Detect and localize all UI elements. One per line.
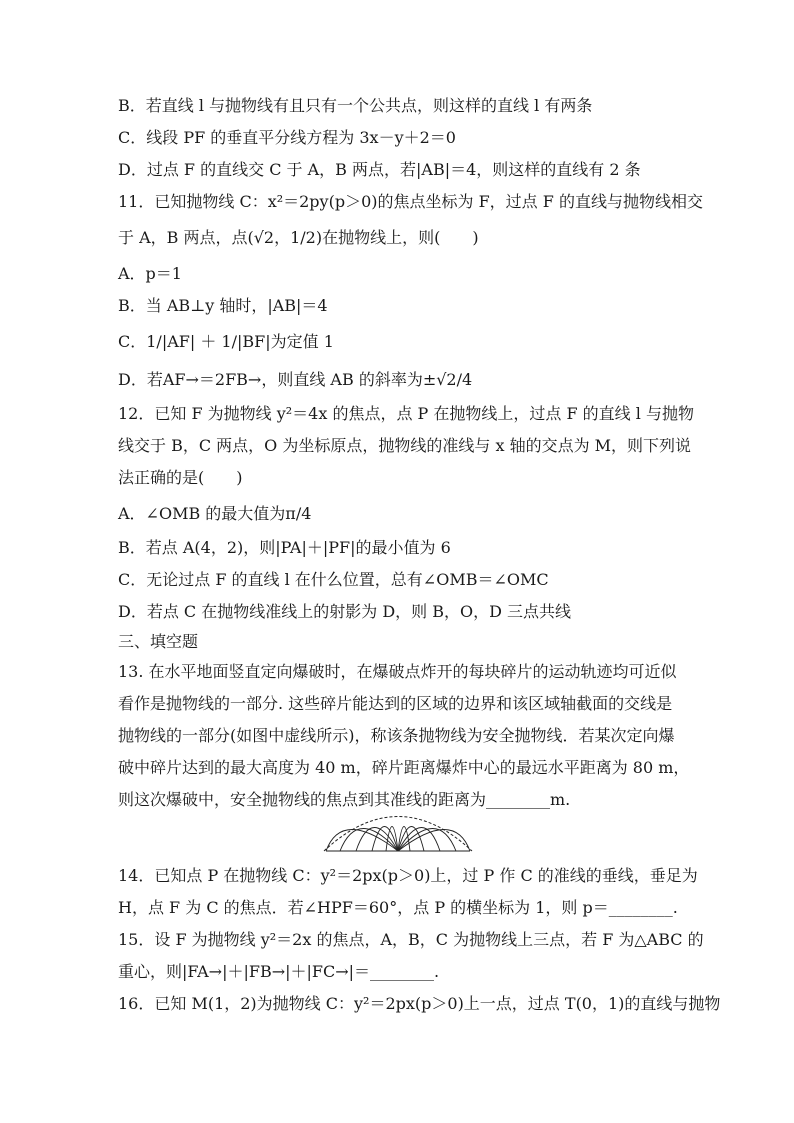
q12-option-c: C．无论过点 F 的直线 l 在什么位置，总有∠OMB＝∠OMC — [118, 570, 549, 589]
q15-stem-line1: 15．设 F 为抛物线 y²＝2x 的焦点，A，B，C 为抛物线上三点，若 F 为△ABC 的 — [118, 930, 704, 949]
q11-stem-line1: 11．已知抛物线 C：x²＝2py(p＞0)的焦点坐标为 F，过点 F 的直线与抛物线相交 — [118, 192, 703, 211]
q10-option-d: D．过点 F 的直线交 C 于 A，B 两点，若|AB|＝4，则这样的直线有 2 条 — [118, 160, 641, 179]
q13-stem-line1: 13. 在水平地面竖直定向爆破时，在爆破点炸开的每块碎片的运动轨迹均可近似 — [118, 662, 677, 681]
q10-option-c: C．线段 PF 的垂直平分线方程为 3x－y＋2＝0 — [118, 128, 456, 147]
q11-option-b: B．当 AB⊥y 轴时，|AB|＝4 — [118, 296, 328, 315]
q14-stem-line1: 14．已知点 P 在抛物线 C：y²＝2px(p＞0)上，过 P 作 C 的准线的垂线，垂足为 — [118, 866, 698, 885]
q12-stem-line2: 线交于 B，C 两点，O 为坐标原点，抛物线的准线与 x 轴的交点为 M，则下列说 — [118, 436, 692, 455]
q11-option-c: C．1/|AF| ＋ 1/|BF|为定值 1 — [118, 332, 334, 351]
q13-stem-line3: 抛物线的一部分(如图中虚线所示)，称该条抛物线为安全抛物线．若某次定向爆 — [118, 726, 675, 745]
q11-option-a: A．p＝1 — [118, 264, 182, 283]
q14-stem-line2: H，点 F 为 C 的焦点．若∠HPF＝60°，点 P 的横坐标为 1，则 p＝________. — [118, 898, 678, 917]
q16-stem-line1: 16．已知 M(1，2)为抛物线 C：y²＝2px(p＞0)上一点，过点 T(0，1)的直线与抛物 — [118, 994, 721, 1013]
q12-option-b: B．若点 A(4，2)，则|PA|＋|PF|的最小值为 6 — [118, 538, 451, 557]
safety-parabola-svg — [322, 814, 474, 854]
q12-stem-line3: 法正确的是( ) — [118, 468, 243, 487]
section-heading-fill-in: 三、填空题 — [118, 632, 199, 651]
q12-option-d: D．若点 C 在抛物线准线上的射影为 D，则 B，O，D 三点共线 — [118, 602, 572, 621]
q13-stem-line5: 则这次爆破中，安全抛物线的焦点到其准线的距离为________m. — [118, 790, 571, 809]
safety-parabola-diagram — [322, 814, 474, 854]
q11-stem-line2: 于 A，B 两点，点(√2，1/2)在抛物线上，则( ) — [118, 228, 479, 247]
q10-option-b: B．若直线 l 与抛物线有且只有一个公共点，则这样的直线 l 有两条 — [118, 96, 593, 115]
q15-stem-line2: 重心，则|FA→|＋|FB→|＋|FC→|＝________. — [118, 962, 440, 981]
q12-option-a: A．∠OMB 的最大值为π/4 — [118, 504, 312, 523]
q13-stem-line2: 看作是抛物线的一部分. 这些碎片能达到的区域的边界和该区域轴截面的交线是 — [118, 694, 673, 713]
q12-stem-line1: 12．已知 F 为抛物线 y²＝4x 的焦点，点 P 在抛物线上，过点 F 的直线 l 与抛物 — [118, 404, 694, 423]
q11-option-d: D．若AF→＝2FB→，则直线 AB 的斜率为±√2/4 — [118, 370, 473, 389]
q13-stem-line4: 破中碎片达到的最大高度为 40 m，碎片距离爆炸中心的最远水平距离为 80 m， — [118, 758, 690, 777]
